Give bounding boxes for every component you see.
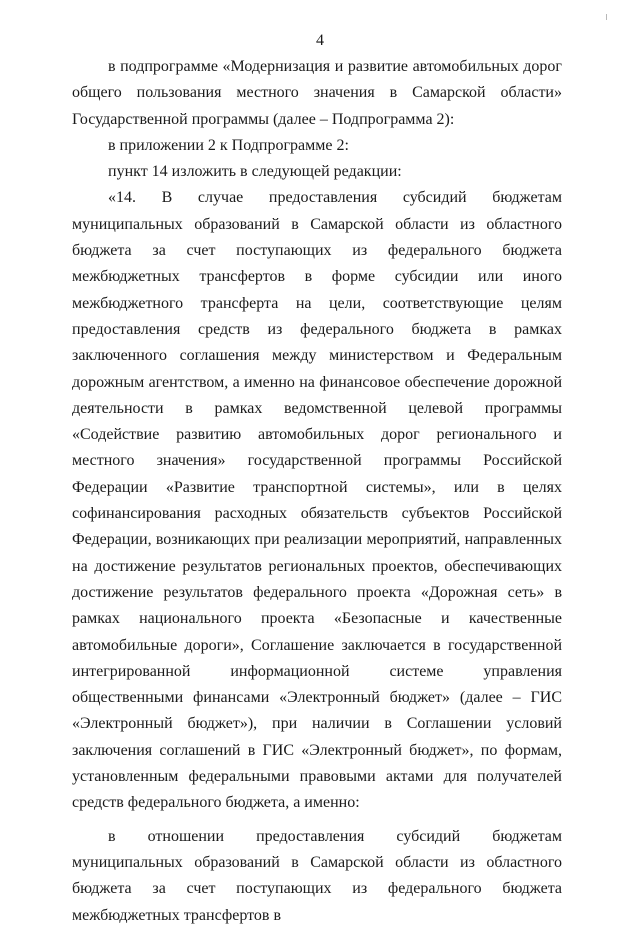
scan-artifact: [606, 14, 607, 20]
page-number: 4: [316, 32, 324, 49]
document-body: [72, 54, 562, 929]
paragraph-subprogram-intro: в подпрограмме «Модернизация и развитие автомобильных дорог общего пользования местного значения в Самарской области» Государственной программы (далее – Подпрограмма 2):: [72, 58, 562, 128]
paragraph-appendix-ref: в приложении 2 к Подпрограмме 2:: [108, 136, 349, 154]
paragraph-item-14-text: «14. В случае предоставления субсидий бюджетам муниципальных образований в Самарской области из областного бюджета за счет поступающих из федерального бюджета межбюджетных трансфертов в форме субсидии или иного межбюджетного трансферта на цели, соответствующие целям предоставления средств из федерального бюджета в рамках заключенного соглашения между министерством и Федеральным дорожным агентством, а именно на финансовое обеспечение дорожной деятельности в рамках ведомственной целевой программы «Содействие развитию автомобильных дорог регионального и местного значения» государственной программы Российской Федерации «Развитие транспортной системы», или в целях софинансирования расходных обязательств субъектов Российской Федерации, возникающих при реализации мероприятий, направленных на достижение результатов региональных проектов, обеспечивающих достижение результатов федерального проекта «Дорожная сеть» в рамках национального проекта «Безопасные и качественные автомобильные дороги», Соглашение заключается в государственной интегрированной информационной системе управления общественными финансами «Электронный бюджет» (далее – ГИС «Электронный бюджет»), при наличии в Соглашении условий заключения соглашений в ГИС «Электронный бюджет», по формам, установленным федеральными правовыми актами для получателей средств федерального бюджета, а именно:: [72, 189, 562, 812]
paragraph-subsidy-continuation: в отношении предоставления субсидий бюджетам муниципальных образований в Самарской области из областного бюджета за счет поступающих из федерального бюджета межбюджетных трансфертов в: [72, 827, 562, 924]
paragraph-item-14-intro: пункт 14 изложить в следующей редакции:: [108, 163, 402, 181]
